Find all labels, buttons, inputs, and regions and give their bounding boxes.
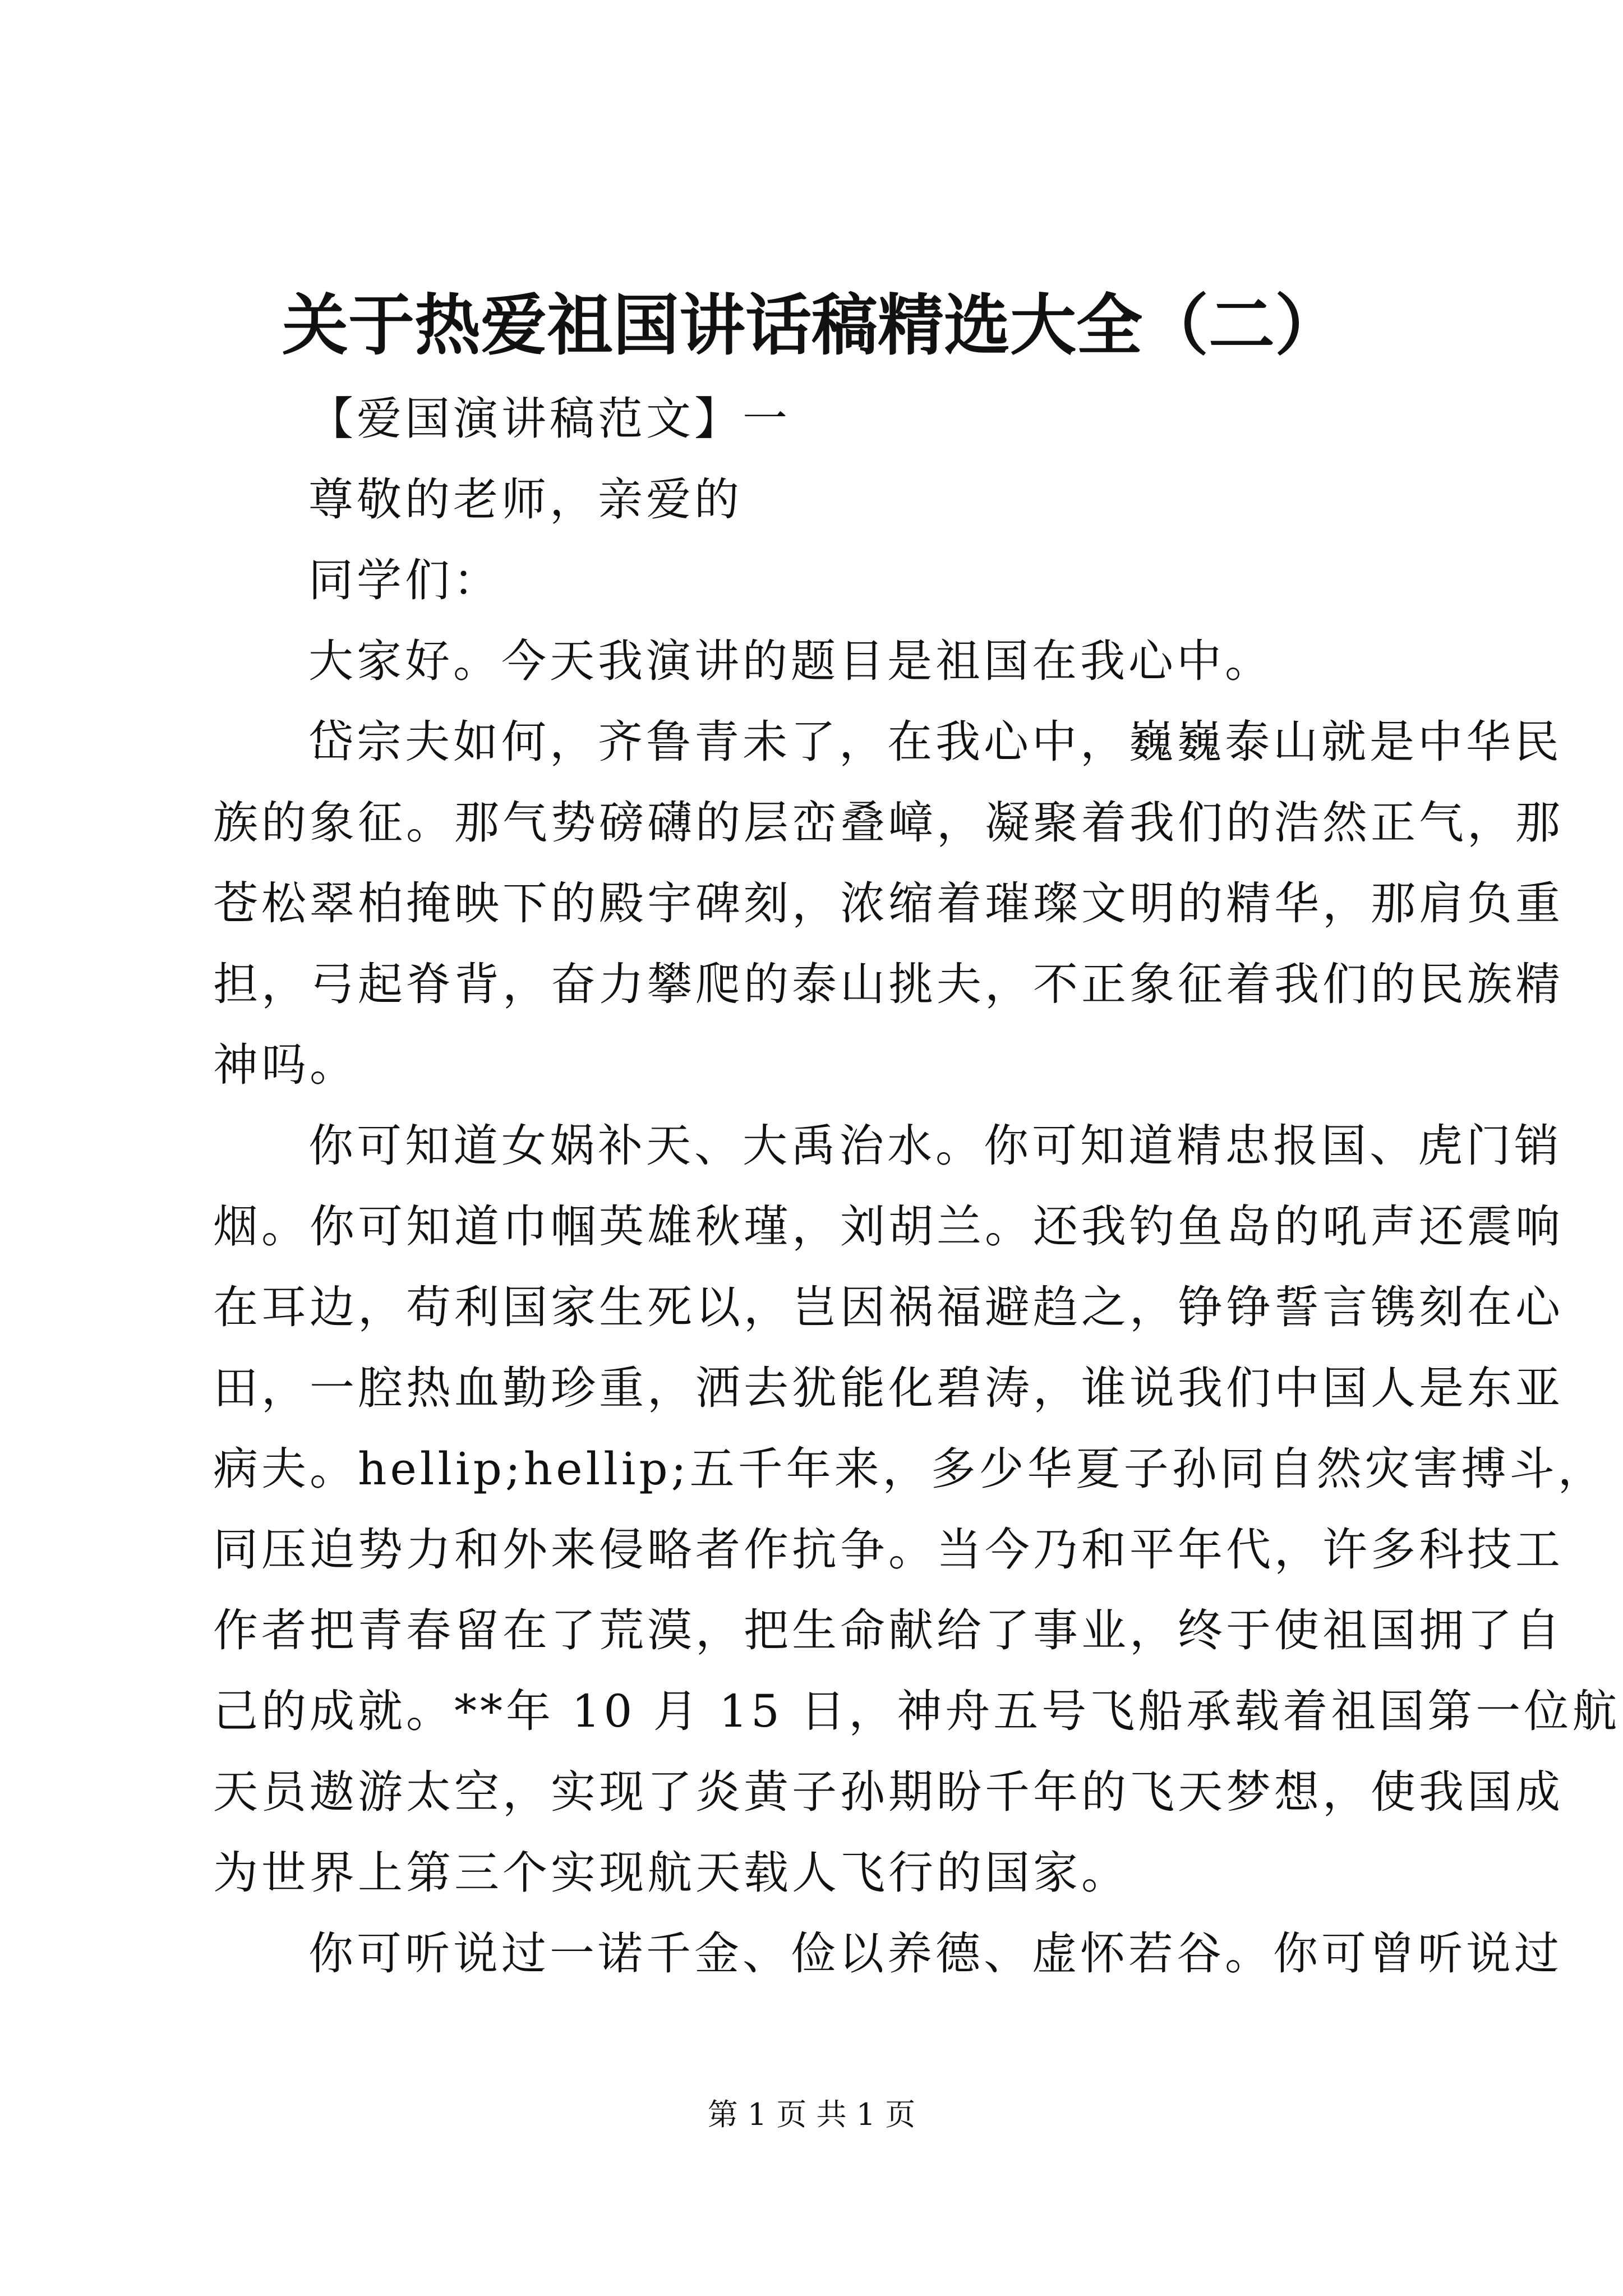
body-line: 田，一腔热血勤珍重，洒去犹能化碧涛，谁说我们中国人是东亚: [213, 1362, 1564, 1414]
body-line: 【爱国演讲稿范文】一: [308, 393, 791, 445]
body-line: 岱宗夫如何，齐鲁青未了，在我心中，巍巍泰山就是中华民: [308, 716, 1562, 768]
body-line: 在耳边，苟利国家生死以，岂因祸福避趋之，铮铮誓言镌刻在心: [213, 1281, 1564, 1333]
body-line: 苍松翠柏掩映下的殿宇碑刻，浓缩着璀璨文明的精华，那肩负重: [213, 877, 1564, 930]
body-line: 你可听说过一诺千金、俭以养德、虚怀若谷。你可曾听说过: [308, 1927, 1562, 1980]
body-line: 作者把青春留在了荒漠，把生命献给了事业，终于使祖国拥了自: [213, 1604, 1564, 1657]
body-line: 神吗。: [213, 1039, 358, 1091]
body-line: 同学们：: [308, 554, 501, 606]
body-line: 族的象征。那气势磅礴的层峦叠嶂，凝聚着我们的浩然正气，那: [213, 797, 1564, 849]
body-line: 天员遨游太空，实现了炎黄子孙期盼千年的飞天梦想，使我国成: [213, 1766, 1564, 1818]
page-footer: 第 1 页 共 1 页: [707, 2097, 916, 2132]
body-line: 同压迫势力和外来侵略者作抗争。当今乃和平年代，许多科技工: [213, 1524, 1564, 1576]
body-line: 为世界上第三个实现航天载人飞行的国家。: [213, 1847, 1129, 1899]
body-line: 己的成就。**年 10 月 15 日，神舟五号飞船承载着祖国第一位航: [213, 1685, 1621, 1737]
document-body: [213, 379, 1621, 1994]
body-line: 大家好。今天我演讲的题目是祖国在我心中。: [308, 635, 1273, 687]
body-line: 烟。你可知道巾帼英雄秋瑾，刘胡兰。还我钓鱼岛的吼声还震响: [213, 1200, 1564, 1253]
body-line: 你可知道女娲补天、大禹治水。你可知道精忠报国、虎门销: [308, 1120, 1562, 1172]
document-title: 关于热爱祖国讲话稿精选大全（二）: [282, 286, 1341, 364]
body-line: 病夫。hellip;hellip;五千年来，多少华夏子孙同自然灾害搏斗，: [213, 1443, 1606, 1495]
body-line: 尊敬的老师，亲爱的: [308, 473, 743, 526]
body-line: 担，弓起脊背，奋力攀爬的泰山挑夫，不正象征着我们的民族精: [213, 958, 1564, 1010]
